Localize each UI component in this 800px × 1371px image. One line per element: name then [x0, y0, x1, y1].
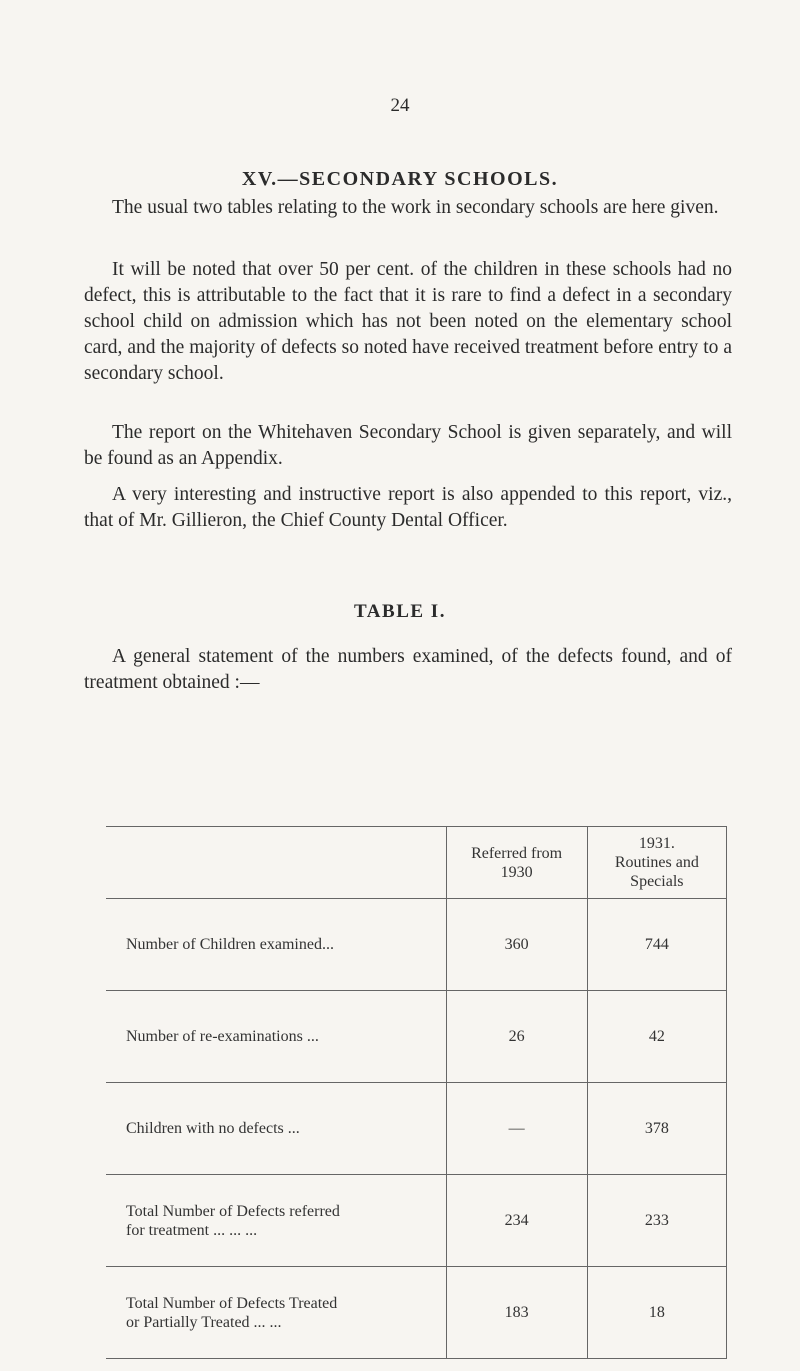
routines-1931-value: 42	[587, 991, 726, 1083]
paragraph-4	[84, 482, 732, 534]
table-row	[106, 1175, 727, 1267]
row-label	[106, 1175, 446, 1267]
routines-1931-value: 233	[587, 1175, 726, 1267]
table-intro-text: A general statement of the numbers examined, of the defects found, and of treatment obtained :—	[84, 646, 732, 693]
header-routines-line2: Routines and	[614, 854, 699, 871]
section-title: XV.—SECONDARY SCHOOLS.	[241, 168, 559, 190]
header-referred-line2: 1930	[500, 863, 533, 881]
row-label-line1: Total Number of Defects referred	[126, 1202, 340, 1220]
header-routines-1931	[587, 827, 726, 899]
table-row	[106, 991, 727, 1083]
referred-1930-value: —	[446, 1083, 587, 1175]
row-label-line2: for treatment ... ... ...	[126, 1221, 258, 1239]
referred-1930-value: 26	[446, 991, 587, 1083]
row-label-line1: Children with no defects ...	[126, 1120, 300, 1137]
routines-1931-value: 378	[587, 1083, 726, 1175]
routines-1931-value: 744	[587, 899, 726, 991]
secondary-schools-table	[106, 826, 727, 1359]
referred-1930-value: 360	[446, 899, 587, 991]
table-title: TABLE I.	[354, 601, 446, 622]
header-blank	[106, 827, 446, 899]
header-routines-line3: Specials	[630, 873, 684, 890]
routines-1931-value: 18	[587, 1267, 726, 1359]
header-routines-line1: 1931.	[638, 835, 675, 852]
paragraph-1-text: The usual two tables relating to the work in secondary schools are here given.	[112, 197, 719, 218]
table-row	[106, 899, 727, 991]
paragraph-1	[84, 195, 732, 221]
table-intro	[84, 644, 732, 696]
row-label-line1: Number of re-examinations ...	[126, 1028, 319, 1045]
paragraph-3-text: The report on the Whitehaven Secondary School is given separately, and will be found as an Appendix.	[84, 422, 732, 469]
row-label-line1: Number of Children examined...	[126, 936, 334, 953]
paragraph-3	[84, 420, 732, 472]
table-row	[106, 1267, 727, 1359]
paragraph-4-text: A very interesting and instructive report is also appended to this report, viz., that of Mr. Gillieron, the Chief County Dental Officer.	[84, 484, 732, 531]
referred-1930-value: 183	[446, 1267, 587, 1359]
table-row	[106, 1083, 727, 1175]
table-header-row	[106, 827, 727, 899]
paragraph-2	[84, 257, 732, 387]
row-label-line1: Total Number of Defects Treated	[126, 1294, 338, 1312]
row-label-line2: or Partially Treated ... ...	[126, 1313, 282, 1331]
header-referred-1930	[446, 827, 587, 899]
row-label	[106, 1083, 446, 1175]
referred-1930-value: 234	[446, 1175, 587, 1267]
header-referred-line1: Referred from	[471, 844, 563, 862]
paragraph-2-text: It will be noted that over 50 per cent. of the children in these schools had no defect, this is attributable to the fact that it is rare to find a defect in a secondary school child on admission which has not been noted on the elementary school card, and the majority of defects so noted have received treatment before entry to a secondary school.	[84, 259, 732, 384]
row-label	[106, 1267, 446, 1359]
row-label	[106, 991, 446, 1083]
page-number: 24	[390, 95, 410, 116]
row-label	[106, 899, 446, 991]
